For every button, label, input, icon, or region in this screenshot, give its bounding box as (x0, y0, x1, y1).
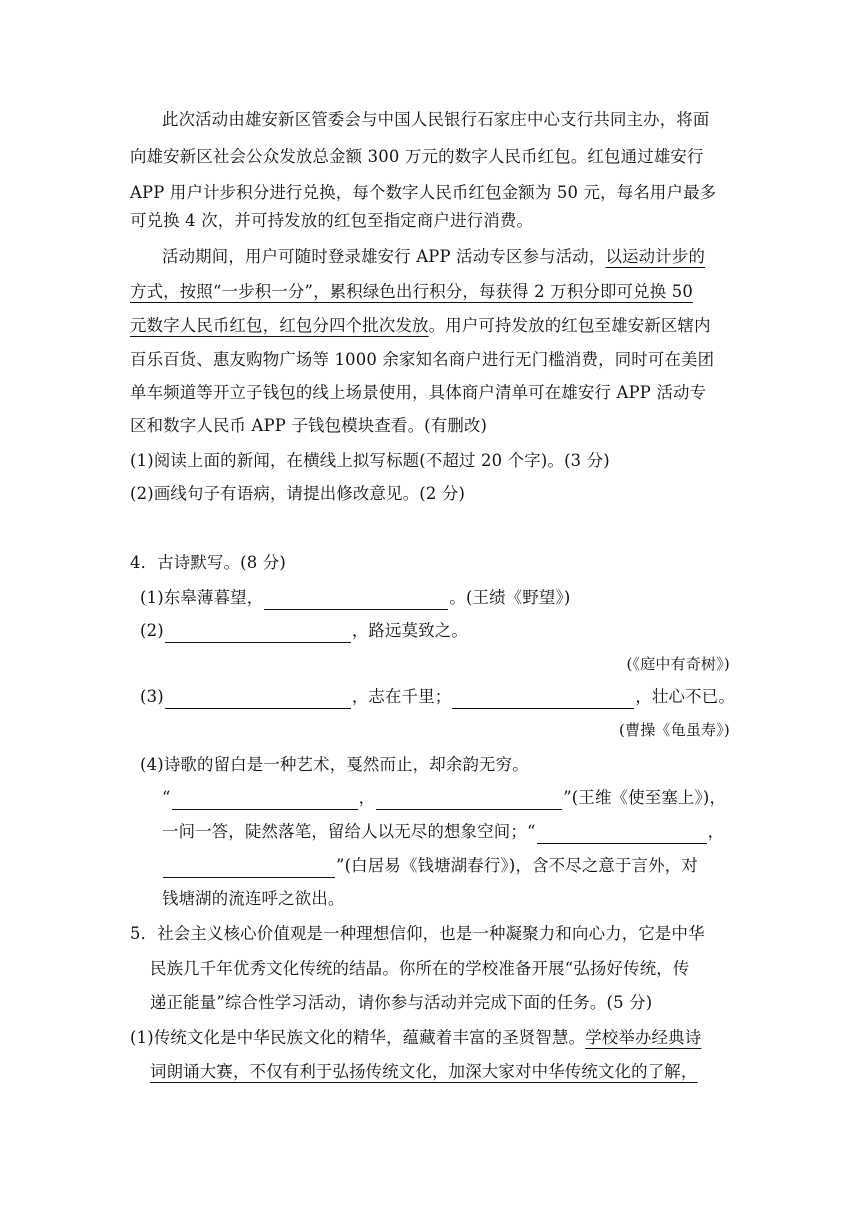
news-p2-line3-text: 。用户可持发放的红包至雄安新区辖内 (428, 316, 711, 335)
q4-item4-source-wangwei: ”(王维《使至塞上》)， (563, 788, 727, 807)
q4-item4-line4-text: ”(白居易《钱塘湖春行》)，含不尽之意于言外，对 (336, 856, 698, 875)
answer-blank-1[interactable] (264, 591, 448, 610)
underlined-sentence-part1: 以运动计步的 (605, 247, 706, 266)
news-p2-line2 (130, 280, 693, 304)
question-3-1: (1)阅读上面的新闻，在横线上拟写标题(不超过 20 个字)。(3 分) (130, 451, 610, 470)
underlined-sentence-q5-part1: 学校举办经典诗 (585, 1028, 702, 1047)
news-p2-line6: 区和数字人民币 APP 子钱包模块查看。(有删改) (130, 416, 488, 435)
q4-item1-prefix: (1)东皋薄暮望， (140, 588, 264, 607)
answer-blank-6[interactable] (376, 791, 562, 810)
q4-item4-line3 (162, 820, 724, 844)
question-5-line1: 5．社会主义核心价值观是一种理想信仰，也是一种凝聚力和向心力，它是中华 (130, 924, 705, 943)
news-p1-line4: 可兑换 4 次，并可持发放的红包至指定商户进行消费。 (130, 211, 534, 230)
q4-item3-mid: ，志在千里； (351, 687, 452, 706)
news-p2-line1 (162, 245, 705, 269)
q4-item1 (140, 586, 571, 610)
question-5-sub1-line1 (130, 1026, 701, 1050)
q4-item4-line3-text: 一问一答，陡然落笔，留给人以无尽的想象空间；“ (162, 822, 536, 841)
q4-item4-line2 (162, 786, 726, 810)
q4-item4-line4 (162, 854, 698, 878)
answer-blank-7[interactable] (537, 825, 707, 844)
question-3-2: (2)画线句子有语病，请提出修改意见。(2 分) (130, 484, 466, 503)
news-p2-line5: 单车频道等开立子钱包的线上场景使用，具体商户清单可在雄安行 APP 活动专 (130, 383, 707, 402)
question-4-title: 4．古诗默写。(8 分) (130, 553, 286, 572)
q4-item2-prefix: (2) (140, 621, 164, 640)
question-5-line3: 递正能量”综合性学习活动，请你参与活动并完成下面的任务。(5 分) (150, 993, 653, 1012)
answer-blank-4[interactable] (452, 690, 634, 709)
q4-item4-line1: (4)诗歌的留白是一种艺术，戛然而止，却余韵无穷。 (140, 755, 529, 774)
answer-blank-5[interactable] (172, 791, 358, 810)
q4-item3-suffix: ，壮心不已。 (635, 687, 735, 706)
news-p1-line1: 此次活动由雄安新区管委会与中国人民银行石家庄中心支行共同主办，将面 (162, 110, 710, 129)
q4-item3-prefix: (3) (140, 687, 164, 706)
q4-item2 (140, 619, 468, 643)
q4-item4-line3-comma: ， (707, 822, 725, 841)
underlined-sentence-part3: 元数字人民币红包，红包分四个批次发放 (130, 316, 429, 335)
answer-blank-8[interactable] (163, 859, 335, 878)
q4-item2-source: (《庭中有奇树》) (626, 655, 730, 673)
q4-item4-open-quote: “ (162, 788, 171, 807)
news-p1-line3: APP 用户计步积分进行兑换，每个数字人民币红包金额为 50 元，每名用户最多 (130, 183, 717, 202)
question-5-sub1-text: (1)传统文化是中华民族文化的精华，蕴藏着丰富的圣贤智慧。 (130, 1028, 586, 1047)
q4-item3-source: (曹操《龟虽寿》) (618, 721, 730, 739)
question-5-line2: 民族几千年优秀文化传统的结晶。你所在的学校准备开展“弘扬好传统，传 (150, 959, 690, 978)
news-p2-line1-text: 活动期间，用户可随时登录雄安行 APP 活动专区参与活动， (162, 247, 606, 266)
q4-item1-suffix: 。(王绩《野望》) (449, 588, 571, 607)
q4-item4-comma: ， (358, 788, 376, 807)
answer-blank-2[interactable] (165, 624, 351, 643)
q4-item2-suffix: ，路远莫致之。 (351, 621, 468, 640)
news-p1-line2: 向雄安新区社会公众发放总金额 300 万元的数字人民币红包。红包通过雄安行 (130, 147, 704, 166)
news-p2-line4: 百乐百货、惠友购物广场等 1000 余家知名商户进行无门槛消费，同时可在美团 (130, 350, 715, 369)
news-p2-line3 (130, 314, 711, 338)
underlined-sentence-part2: 方式，按照“一步积一分”，累积绿色出行积分，每获得 2 万积分即可兑换 50 (130, 282, 693, 301)
underlined-sentence-q5-part2: 词朗诵大赛，不仅有利于弘扬传统文化，加深大家对中华传统文化的了解， (150, 1062, 698, 1081)
q4-item4-line5: 钱塘湖的流连呼之欲出。 (162, 889, 345, 908)
q4-item3 (140, 685, 735, 709)
question-5-sub1-line2 (150, 1060, 698, 1084)
answer-blank-3[interactable] (165, 690, 351, 709)
